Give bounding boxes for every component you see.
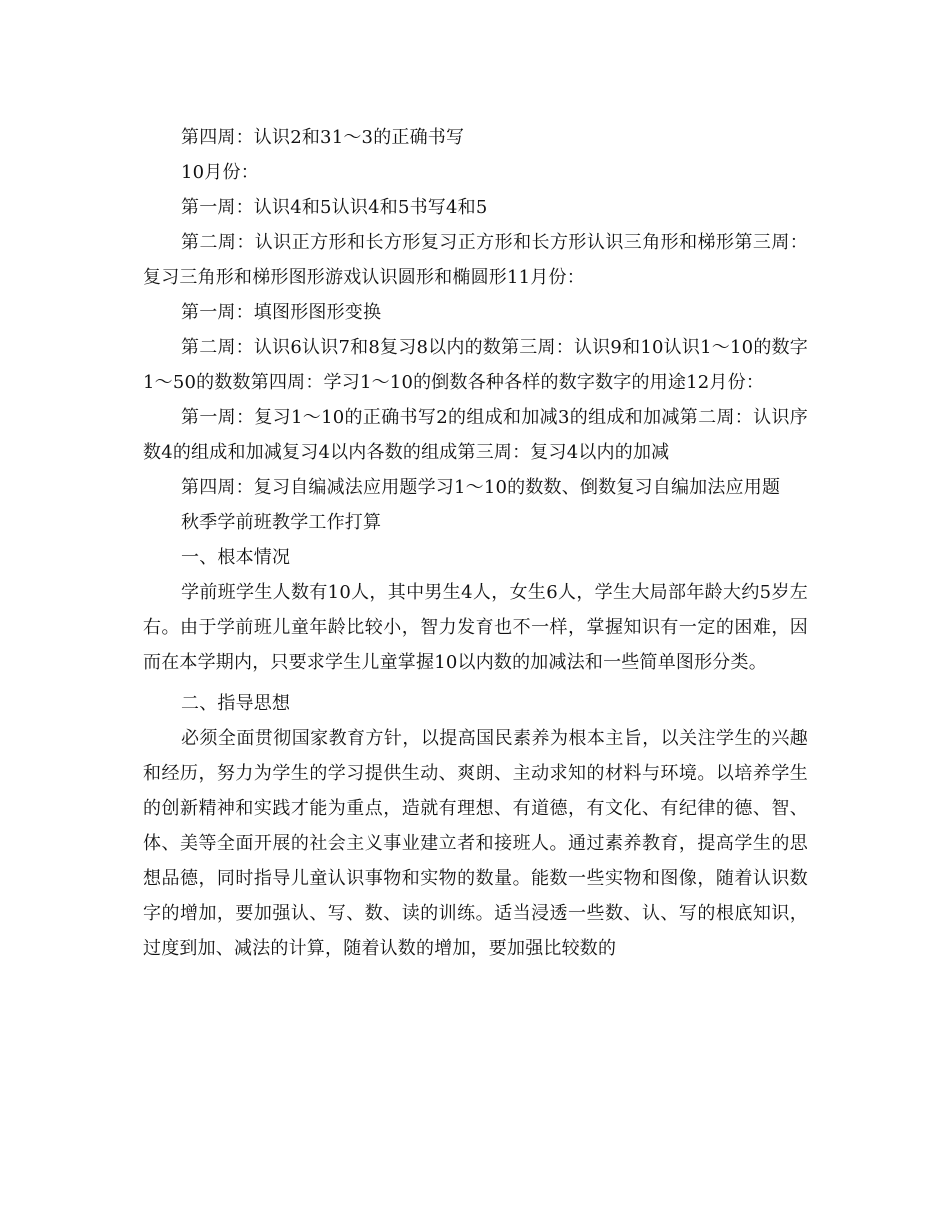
heading-basic-situation: 一、根本情况	[181, 547, 291, 568]
paragraph-week1-review: 第一周：复习1～10的正确书写2的组成和加减3的组成和加减第二周：认识序数4的组成和加减复习4以内各数的组成第三周：复习4以内的加减	[143, 407, 808, 463]
paragraph-week2-counting: 第二周：认识6认识7和8复习8以内的数第三周：认识9和10认识1～10的数字1～50的数数第四周：学习1～10的倒数各种各样的数字数字的用途12月份：	[143, 337, 808, 393]
paragraph-week4-writing: 第四周：认识2和31～3的正确书写	[181, 127, 465, 148]
paragraph-october-heading: 10月份：	[181, 162, 259, 183]
heading-guiding-thought: 二、指导思想	[181, 693, 291, 714]
paragraph-week1-fill-shapes: 第一周：填图形图形变换	[181, 302, 382, 323]
paragraph-basic-situation: 学前班学生人数有10人，其中男生4人，女生6人，学生大局部年龄大约5岁左右。由于学前班儿童年龄比较小，智力发育也不一样，掌握知识有一定的困难，因而在本学期内，只要求学生儿童掌握10以内数的加减法和一些简单图形分类。	[143, 582, 808, 673]
paragraph-week2-shapes: 第二周：认识正方形和长方形复习正方形和长方形认识三角形和梯形第三周：复习三角形和梯形图形游戏认识圆形和椭圆形11月份：	[143, 232, 808, 288]
section-title-autumn-plan: 秋季学前班教学工作打算	[181, 512, 382, 533]
document-body	[143, 120, 808, 966]
paragraph-guiding-thought: 必须全面贯彻国家教育方针，以提高国民素养为根本主旨，以关注学生的兴趣和经历，努力为学生的学习提供生动、爽朗、主动求知的材料与环境。以培养学生的创新精神和实践才能为重点，造就有理想、有道德，有文化、有纪律的德、智、体、美等全面开展的社会主义事业建立者和接班人。通过素养教育，提高学生的思想品德，同时指导儿童认识事物和实物的数量。能数一些实物和图像，随着认识数字的增加，要加强认、写、数、读的训练。适当浸透一些数、认、写的根底知识，过度到加、减法的计算，随着认数的增加，要加强比较数的	[143, 728, 808, 959]
paragraph-week4-word-problems: 第四周：复习自编减法应用题学习1～10的数数、倒数复习自编加法应用题	[181, 477, 781, 498]
paragraph-week1-numbers: 第一周：认识4和5认识4和5书写4和5	[181, 197, 488, 218]
